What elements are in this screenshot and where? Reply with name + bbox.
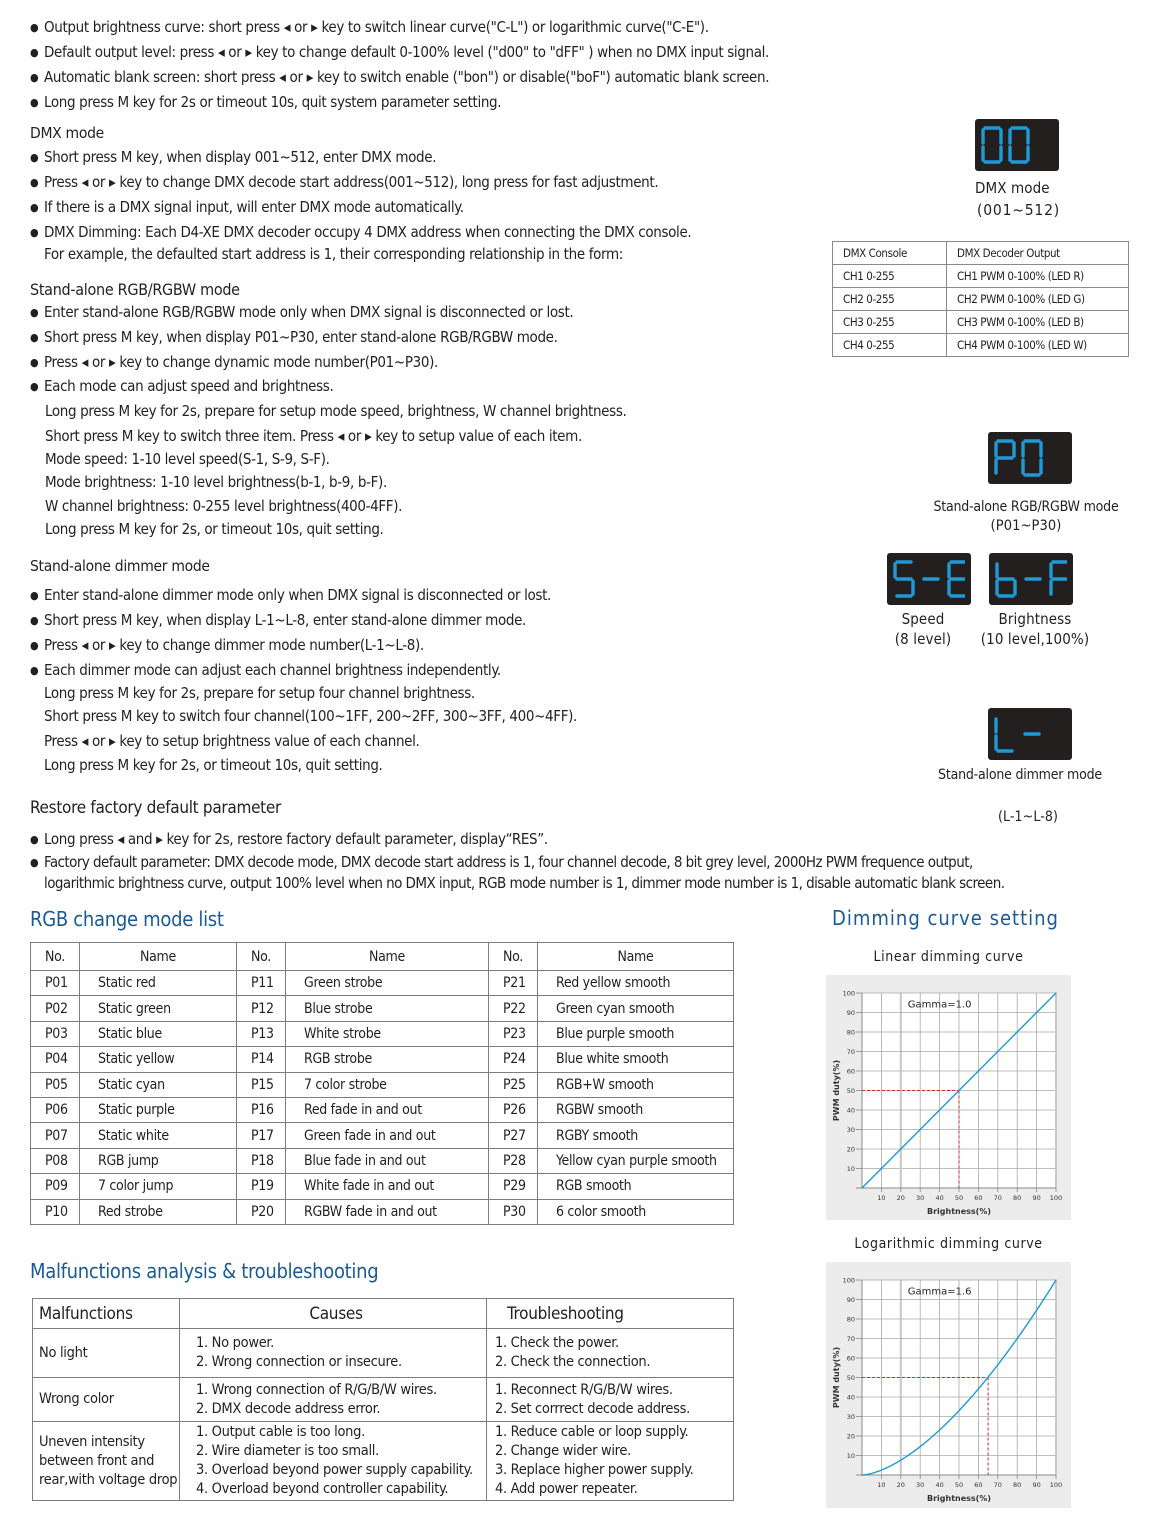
column-header: Malfunctions — [33, 1299, 180, 1329]
console-channel-cell: CH3 0-255 — [833, 311, 947, 334]
column-header: DMX Decoder Output — [947, 242, 1129, 265]
malfunction-cell — [33, 1329, 180, 1378]
system-bullet: ● Default output level: press ◂ or ▸ key to change default 0-100% level ("d00" to "dFF" ) when no DMX input signal. — [30, 42, 769, 63]
dimming-title: Dimming curve setting — [832, 906, 1059, 930]
cell-line: 1. Wrong connection of R/G/B/W wires. — [196, 1381, 437, 1398]
system-bullet: ● Automatic blank screen: short press ◂ or ▸ key to switch enable ("bon") or disable("boF") automatic blank screen. — [30, 67, 769, 88]
curve-data-point — [1036, 1012, 1037, 1013]
rgb-sub-line: Long press M key for 2s, or timeout 10s, quit setting. — [45, 520, 384, 538]
cell-line: Wrong color — [39, 1391, 114, 1407]
x-tick-label: 80 — [1013, 1481, 1022, 1489]
mode-number-cell: P08 — [31, 1148, 80, 1173]
y-tick-label: 80 — [846, 1028, 855, 1037]
x-tick-label: 20 — [896, 1194, 905, 1202]
curve-data-point — [1017, 1338, 1018, 1339]
column-header: DMX Console — [833, 242, 947, 265]
gamma-annotation: Gamma=1.0 — [907, 999, 972, 1011]
dmx-continuation: For example, the defaulted start address is 1, their corresponding relationship in the form: — [44, 245, 623, 263]
cell-line: 2. Wire diameter is too small. — [196, 1443, 379, 1459]
x-tick-label: 50 — [954, 1194, 964, 1202]
table-row — [833, 265, 1129, 288]
table-header-row — [33, 1299, 734, 1329]
mode-name-cell: Green cyan smooth — [538, 996, 734, 1021]
mode-name-cell: Blue fade in and out — [286, 1148, 489, 1173]
brightness-led-display — [989, 553, 1073, 605]
brightness-range: (10 level,100%) — [980, 630, 1090, 648]
table-row — [31, 996, 734, 1021]
mode-number-cell: P03 — [31, 1021, 80, 1046]
speed-range: (8 level) — [894, 630, 952, 648]
y-tick-label: 40 — [846, 1393, 855, 1402]
seven-segment-digits — [994, 438, 1066, 478]
malfunction-cell — [33, 1422, 180, 1501]
column-header: Name — [80, 943, 237, 971]
linear-dimming-chart — [826, 975, 1071, 1220]
cell-line: 2. DMX decode address error. — [196, 1400, 381, 1417]
y-tick-label: 30 — [846, 1413, 855, 1421]
mode-number-cell: P13 — [237, 1021, 286, 1046]
cell-line: 1. No power. — [196, 1335, 274, 1351]
table-row — [31, 1047, 734, 1072]
mode-number-cell: P19 — [237, 1174, 286, 1199]
x-tick-label: 40 — [935, 1194, 944, 1202]
table-row — [31, 1021, 734, 1046]
cell-line: 1. Check the power. — [495, 1335, 619, 1351]
seven-segment-digits — [995, 559, 1067, 599]
dimmer-bullet: ● Enter stand-alone dimmer mode only when DMX signal is disconnected or lost. — [30, 585, 551, 606]
x-tick-label: 80 — [1013, 1194, 1022, 1202]
curve-data-point — [997, 1364, 998, 1365]
section-title: DMX mode — [30, 124, 104, 142]
dmx-bullet: ● DMX Dimming: Each D4-XE DMX decoder occupy 4 DMX address when connecting the DMX console. — [30, 222, 691, 243]
dmx-led-display — [975, 119, 1059, 171]
y-tick-label: 50 — [846, 1087, 855, 1095]
dmx-bullet: ● Press ◂ or ▸ key to change DMX decode start address(001~512), long press for fast adjustment. — [30, 172, 658, 193]
cell-line: 3. Overload beyond power supply capability. — [196, 1462, 473, 1478]
mode-number-cell: P11 — [237, 971, 286, 996]
cell-line: 2. Change wider wire. — [495, 1443, 631, 1459]
mode-name-cell: Blue purple smooth — [538, 1021, 734, 1046]
cell-line: No light — [39, 1344, 88, 1361]
mode-name-cell: Green strobe — [286, 971, 489, 996]
causes-cell — [180, 1329, 487, 1378]
mode-number-cell: P16 — [237, 1097, 286, 1122]
x-tick-label: 40 — [935, 1481, 944, 1489]
table-row — [33, 1422, 734, 1501]
cell-line: between front and — [39, 1452, 155, 1469]
mode-name-cell: White fade in and out — [286, 1174, 489, 1199]
mode-number-cell: P12 — [237, 996, 286, 1021]
dimmer-led-display — [988, 708, 1072, 760]
log-dimming-chart — [826, 1262, 1071, 1508]
curve-data-point — [881, 1470, 882, 1471]
mode-number-cell: P26 — [489, 1097, 538, 1122]
dimmer-sub-line: Short press M key to switch four channel(100~1FF, 200~2FF, 300~3FF, 400~4FF). — [44, 707, 577, 725]
mode-number-cell: P23 — [489, 1021, 538, 1046]
x-tick-label: 100 — [1049, 1194, 1063, 1202]
curve-data-point — [1017, 1031, 1018, 1032]
speed-led-display — [887, 553, 971, 605]
chart-title: Logarithmic dimming curve — [854, 1236, 1043, 1252]
mode-name-cell: Yellow cyan purple smooth — [538, 1148, 734, 1173]
cell-line: 1. Reconnect R/G/B/W wires. — [495, 1381, 673, 1398]
cell-line: 2. Set corrrect decode address. — [495, 1400, 690, 1417]
mode-number-cell: P25 — [489, 1072, 538, 1097]
table-row — [31, 1199, 734, 1224]
mode-number-cell: P20 — [237, 1199, 286, 1224]
table-row — [833, 311, 1129, 334]
column-header: Name — [538, 943, 734, 971]
y-tick-label: 100 — [842, 1276, 855, 1285]
rgb-sub-line: Short press M key to switch three item. Press ◂ or ▸ key to setup value of each item. — [45, 427, 582, 445]
column-header: Troubleshooting — [487, 1299, 734, 1329]
linear-chart-panel — [826, 975, 1071, 1220]
mode-name-cell: Blue white smooth — [538, 1047, 734, 1072]
cell-line: Uneven intensity — [39, 1433, 145, 1450]
mode-name-cell: 6 color smooth — [538, 1199, 734, 1224]
table-row — [33, 1329, 734, 1378]
console-channel-cell: CH2 0-255 — [833, 288, 947, 311]
y-tick-label: 10 — [846, 1165, 855, 1173]
rgb-led-display — [988, 432, 1072, 484]
mode-name-cell: Blue strobe — [286, 996, 489, 1021]
dmx-bullet: ● If there is a DMX signal input, will enter DMX mode automatically. — [30, 197, 464, 218]
x-tick-label: 60 — [974, 1194, 983, 1202]
troubleshooting-cell — [487, 1329, 734, 1378]
curve-data-point — [1055, 992, 1056, 993]
troubleshooting-cell — [487, 1422, 734, 1501]
x-axis-label: Brightness(%) — [926, 1494, 992, 1503]
rgb-display-caption: Stand-alone RGB/RGBW mode — [933, 499, 1119, 515]
mode-name-cell: Static yellow — [80, 1047, 237, 1072]
y-tick-label: 40 — [846, 1106, 855, 1115]
rgb-sub-line: Mode speed: 1-10 level speed(S-1, S-9, S-F). — [45, 450, 330, 468]
dimmer-bullet: ● Each dimmer mode can adjust each channel brightness independently. — [30, 660, 501, 681]
y-tick-label: 30 — [846, 1126, 855, 1134]
malfunctions-title: Malfunctions analysis & troubleshooting — [30, 1259, 379, 1283]
restore-bullet: ● Long press ◂ and ▸ key for 2s, restore factory default parameter, display“RES”. — [30, 829, 548, 850]
seven-segment-digits — [981, 125, 1053, 165]
cell-line: 1. Reduce cable or loop supply. — [495, 1424, 689, 1440]
rgb-sub-line: Mode brightness: 1-10 level brightness(b-1, b-9, b-F). — [45, 473, 387, 491]
rgb-mode-table — [30, 942, 734, 1225]
causes-cell — [180, 1378, 487, 1422]
console-channel-cell: CH1 0-255 — [833, 265, 947, 288]
y-tick-label: 60 — [846, 1354, 855, 1363]
mode-name-cell: RGB jump — [80, 1148, 237, 1173]
mode-number-cell: P05 — [31, 1072, 80, 1097]
dmx-display-range: (001~512) — [977, 201, 1060, 219]
mode-name-cell: White strobe — [286, 1021, 489, 1046]
cell-line: 4. Overload beyond controller capability. — [196, 1481, 449, 1497]
mode-name-cell: Red strobe — [80, 1199, 237, 1224]
x-tick-label: 50 — [954, 1481, 964, 1489]
system-bullet: ● Long press M key for 2s or timeout 10s, quit system parameter setting. — [30, 92, 501, 113]
x-tick-label: 90 — [1032, 1194, 1041, 1202]
mode-name-cell: Static blue — [80, 1021, 237, 1046]
mode-name-cell: Red fade in and out — [286, 1097, 489, 1122]
x-tick-label: 100 — [1049, 1481, 1063, 1489]
y-axis-label: PWM duty(%) — [832, 1059, 841, 1122]
dimmer-sub-line: Long press M key for 2s, prepare for setup four channel brightness. — [44, 684, 475, 702]
table-row — [31, 971, 734, 996]
table-row — [33, 1378, 734, 1422]
y-tick-label: 70 — [846, 1335, 855, 1343]
y-tick-label: 100 — [842, 989, 855, 998]
speed-caption: Speed — [901, 610, 945, 628]
table-row — [31, 1123, 734, 1148]
x-tick-label: 20 — [896, 1481, 905, 1489]
section-title: Stand-alone dimmer mode — [30, 557, 210, 575]
dimmer-bullet: ● Short press M key, when display L-1~L-8, enter stand-alone dimmer mode. — [30, 610, 526, 631]
dimmer-bullet: ● Press ◂ or ▸ key to change dimmer mode number(L-1~L-8). — [30, 635, 424, 656]
mode-number-cell: P06 — [31, 1097, 80, 1122]
decoder-output-cell: CH1 PWM 0-100% (LED R) — [947, 265, 1129, 288]
y-tick-label: 60 — [846, 1067, 855, 1076]
cell-line: 4. Add power repeater. — [495, 1481, 638, 1497]
cell-line: 2. Wrong connection or insecure. — [196, 1354, 402, 1370]
rgb-bullet: ● Press ◂ or ▸ key to change dynamic mode number(P01~P30). — [30, 352, 438, 373]
mode-name-cell: RGB smooth — [538, 1174, 734, 1199]
table-row — [31, 1072, 734, 1097]
dimmer-sub-line: Long press M key for 2s, or timeout 10s, quit setting. — [44, 756, 383, 774]
decoder-output-cell: CH2 PWM 0-100% (LED G) — [947, 288, 1129, 311]
table-row — [833, 334, 1129, 357]
column-header: No. — [31, 943, 80, 971]
mode-number-cell: P09 — [31, 1174, 80, 1199]
chart-title: Linear dimming curve — [873, 949, 1024, 965]
cell-line: 3. Replace higher power supply. — [495, 1462, 694, 1478]
mode-name-cell: Red yellow smooth — [538, 971, 734, 996]
malfunction-cell — [33, 1378, 180, 1422]
mode-name-cell: RGBW smooth — [538, 1097, 734, 1122]
x-tick-label: 30 — [916, 1194, 925, 1202]
mode-name-cell: RGBY smooth — [538, 1123, 734, 1148]
cell-line: rear,with voltage drop — [39, 1471, 178, 1488]
seven-segment-digits — [994, 714, 1066, 754]
curve-data-point — [861, 1474, 862, 1475]
x-tick-label: 30 — [916, 1481, 925, 1489]
gamma-annotation: Gamma=1.6 — [907, 1286, 972, 1298]
mode-number-cell: P14 — [237, 1047, 286, 1072]
y-tick-label: 90 — [846, 1009, 855, 1017]
dmx-mapping-table — [832, 241, 1129, 357]
rgb-bullet: ● Short press M key, when display P01~P30, enter stand-alone RGB/RGBW mode. — [30, 327, 558, 348]
column-header: No. — [237, 943, 286, 971]
rgb-list-title: RGB change mode list — [30, 907, 224, 931]
column-header: Name — [286, 943, 489, 971]
column-header: Causes — [180, 1299, 487, 1329]
table-row — [31, 1174, 734, 1199]
dimmer-display-range: (L-1~L-8) — [998, 809, 1058, 825]
mode-number-cell: P10 — [31, 1199, 80, 1224]
curve-data-point — [881, 1168, 882, 1169]
curve-data-point — [988, 1377, 989, 1378]
y-tick-label: 20 — [846, 1432, 855, 1441]
y-tick-label: 80 — [846, 1315, 855, 1324]
curve-data-point — [958, 1090, 959, 1091]
mode-name-cell: RGB strobe — [286, 1047, 489, 1072]
y-tick-label: 20 — [846, 1145, 855, 1154]
malfunctions-table — [32, 1298, 734, 1501]
mode-number-cell: P24 — [489, 1047, 538, 1072]
curve-data-point — [900, 1460, 901, 1461]
curve-data-point — [978, 1070, 979, 1071]
mode-name-cell: 7 color strobe — [286, 1072, 489, 1097]
restore-continuation: logarithmic brightness curve, output 100% level when no DMX input, RGB mode number is 1, dimmer mode number is 1, disable automatic blank screen. — [44, 874, 1005, 892]
log-chart-panel — [826, 1262, 1071, 1508]
dimmer-sub-line: Press ◂ or ▸ key to setup brightness value of each channel. — [44, 732, 420, 750]
mode-number-cell: P18 — [237, 1148, 286, 1173]
curve-data-point — [920, 1446, 921, 1447]
rgb-bullet: ● Enter stand-alone RGB/RGBW mode only when DMX signal is disconnected or lost. — [30, 302, 573, 323]
y-tick-label: 70 — [846, 1048, 855, 1056]
mode-name-cell: Static purple — [80, 1097, 237, 1122]
mode-name-cell: Static cyan — [80, 1072, 237, 1097]
mode-name-cell: 7 color jump — [80, 1174, 237, 1199]
mode-name-cell: Static red — [80, 971, 237, 996]
curve-data-point — [1036, 1310, 1037, 1311]
mode-number-cell: P27 — [489, 1123, 538, 1148]
mode-number-cell: P30 — [489, 1199, 538, 1224]
y-tick-label: 90 — [846, 1296, 855, 1304]
console-channel-cell: CH4 0-255 — [833, 334, 947, 357]
restore-bullet: ● Factory default parameter: DMX decode mode, DMX decode start address is 1, four channel decode, 8 bit grey level, 2000Hz PWM frequence output, — [30, 852, 973, 873]
x-tick-label: 10 — [877, 1481, 886, 1489]
curve-data-point — [997, 1051, 998, 1052]
mode-number-cell: P22 — [489, 996, 538, 1021]
curve-data-point — [1055, 1279, 1056, 1280]
dimmer-display-caption: Stand-alone dimmer mode — [938, 767, 1102, 783]
rgb-sub-line: Long press M key for 2s, prepare for setup mode speed, brightness, W channel brightness. — [45, 402, 627, 420]
table-header-row — [31, 943, 734, 971]
mode-number-cell: P02 — [31, 996, 80, 1021]
mode-number-cell: P07 — [31, 1123, 80, 1148]
curve-data-point — [920, 1129, 921, 1130]
decoder-output-cell: CH3 PWM 0-100% (LED B) — [947, 311, 1129, 334]
seven-segment-digits — [893, 559, 965, 599]
curve-data-point — [939, 1109, 940, 1110]
x-tick-label: 70 — [993, 1194, 1002, 1202]
dmx-bullet: ● Short press M key, when display 001~512, enter DMX mode. — [30, 147, 436, 168]
mode-name-cell: RGBW fade in and out — [286, 1199, 489, 1224]
system-bullet: ● Output brightness curve: short press ◂ or ▸ key to switch linear curve("C-L") or logarithmic curve("C-E"). — [30, 17, 709, 38]
x-tick-label: 60 — [974, 1481, 983, 1489]
y-axis-label: PWM duty(%) — [832, 1346, 841, 1409]
causes-cell — [180, 1422, 487, 1501]
mode-name-cell: Static green — [80, 996, 237, 1021]
mode-name-cell: RGB+W smooth — [538, 1072, 734, 1097]
x-axis-label: Brightness(%) — [926, 1207, 992, 1216]
curve-data-point — [861, 1187, 862, 1188]
table-row — [31, 1097, 734, 1122]
decoder-output-cell: CH4 PWM 0-100% (LED W) — [947, 334, 1129, 357]
mode-number-cell: P29 — [489, 1174, 538, 1199]
mode-number-cell: P28 — [489, 1148, 538, 1173]
curve-data-point — [900, 1148, 901, 1149]
dmx-display-caption: DMX mode — [975, 179, 1050, 197]
section-title: Restore factory default parameter — [30, 798, 281, 818]
table-row — [31, 1148, 734, 1173]
x-tick-label: 10 — [877, 1194, 886, 1202]
table-header-row — [833, 242, 1129, 265]
rgb-display-range: (P01~P30) — [990, 518, 1062, 534]
troubleshooting-cell — [487, 1378, 734, 1422]
mode-name-cell: Green fade in and out — [286, 1123, 489, 1148]
rgb-sub-line: W channel brightness: 0-255 level brightness(400-4FF). — [45, 497, 403, 515]
section-title: Stand-alone RGB/RGBW mode — [30, 280, 240, 299]
rgb-bullet: ● Each mode can adjust speed and brightness. — [30, 376, 333, 397]
y-tick-label: 10 — [846, 1452, 855, 1460]
brightness-caption: Brightness — [998, 610, 1072, 628]
mode-name-cell: Static white — [80, 1123, 237, 1148]
mode-number-cell: P15 — [237, 1072, 286, 1097]
x-tick-label: 70 — [993, 1481, 1002, 1489]
x-tick-label: 90 — [1032, 1481, 1041, 1489]
mode-number-cell: P04 — [31, 1047, 80, 1072]
curve-data-point — [939, 1429, 940, 1430]
cell-line: 2. Check the connection. — [495, 1354, 651, 1370]
mode-number-cell: P01 — [31, 971, 80, 996]
curve-data-point — [978, 1389, 979, 1390]
curve-data-point — [958, 1410, 959, 1411]
mode-number-cell: P21 — [489, 971, 538, 996]
y-tick-label: 50 — [846, 1374, 855, 1382]
cell-line: 1. Output cable is too long. — [196, 1424, 365, 1440]
mode-number-cell: P17 — [237, 1123, 286, 1148]
table-row — [833, 288, 1129, 311]
column-header: No. — [489, 943, 538, 971]
